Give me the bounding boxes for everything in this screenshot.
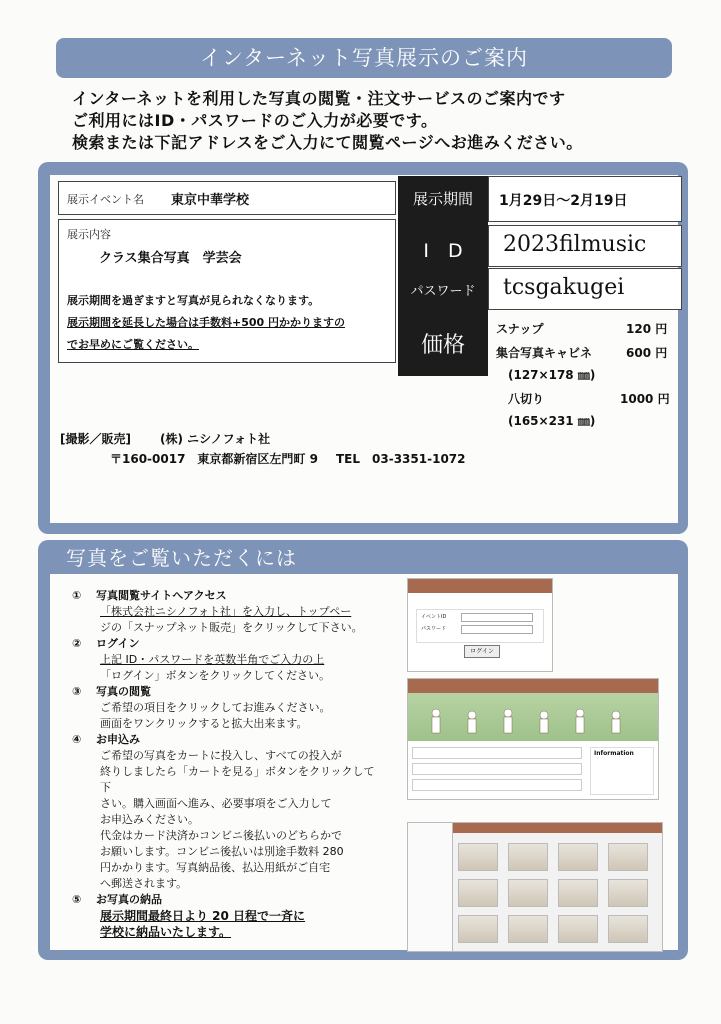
event-banner-photo xyxy=(408,693,658,741)
password-value: tcsgakugei xyxy=(503,275,625,300)
site-header-bar xyxy=(408,679,658,693)
group-label: 集合写真キャビネ xyxy=(496,346,593,360)
vendor-address: 〒160-0017 東京都新宿区左門町 9 xyxy=(110,452,318,466)
step-5-number: ⑤ xyxy=(72,893,82,906)
step-2 xyxy=(72,636,382,684)
step-5-line-1: 展示期間最終日より 20 日程で一斉に xyxy=(100,909,306,923)
photo-thumbnail[interactable] xyxy=(608,843,648,871)
intro-line-3: 検索または下記アドレスをご入力にて閲覧ページへお進みください。 xyxy=(72,133,583,152)
step-3-number: ③ xyxy=(72,685,82,698)
step-4 xyxy=(72,732,382,892)
intro-line-1: インターネットを利用した写真の閲覧・注文サービスのご案内です xyxy=(72,89,566,108)
step-1-heading: 写真閲覧サイトへアクセス xyxy=(96,589,227,602)
menu-row[interactable] xyxy=(412,747,582,759)
extension-note-cont: でお早めにご覧ください。 xyxy=(67,338,199,351)
step-4-number: ④ xyxy=(72,733,82,746)
photo-thumbnail[interactable] xyxy=(458,843,498,871)
event-content-label: 展示内容 xyxy=(67,228,111,241)
period-cell xyxy=(488,176,682,222)
login-screenshot xyxy=(407,578,553,672)
step-4-heading: お申込み xyxy=(96,733,140,746)
event-content-box xyxy=(58,219,396,363)
step-1-number: ① xyxy=(72,589,82,602)
step-4-line-1: ご希望の写真をカートに投入し、すべての投入が xyxy=(100,749,342,762)
step-3-line-2: 画面をワンクリックすると拡大出来ます。 xyxy=(100,717,308,730)
event-name-label: 展示イベント名 xyxy=(67,193,144,206)
eight-price: 1000 円 xyxy=(620,392,670,406)
intro-line-2: ご利用にはID・パスワードのご入力が必要です。 xyxy=(72,111,438,130)
site-header-bar xyxy=(452,823,662,833)
photo-thumbnail[interactable] xyxy=(508,879,548,907)
photo-thumbnail[interactable] xyxy=(608,879,648,907)
step-3 xyxy=(72,684,382,732)
step-1 xyxy=(72,588,382,636)
password-cell xyxy=(488,268,682,310)
login-button[interactable]: ログイン xyxy=(464,645,500,658)
step-5-line-2: 学校に納品いたします。 xyxy=(100,925,232,939)
password-field-label: パスワード xyxy=(421,626,447,632)
step-4-line-5: 代金はカード決済かコンビニ後払いのどちらかで xyxy=(100,829,342,842)
photo-thumbnail[interactable] xyxy=(558,915,598,943)
photo-thumbnail[interactable] xyxy=(508,843,548,871)
photo-thumbnail[interactable] xyxy=(558,879,598,907)
price-label: 価格 xyxy=(420,333,465,358)
step-4-line-3: さい。購入画面へ進み、必要事項をご入力して xyxy=(100,797,332,810)
howto-steps xyxy=(72,588,382,940)
expiry-note: 展示期間を過ぎますと写真が見られなくなります。 xyxy=(67,294,320,307)
id-value: 2023filmusic xyxy=(503,232,647,257)
photo-grid-screenshot xyxy=(451,822,663,952)
step-4-line-4: お申込みください。 xyxy=(100,813,199,826)
step-4-line-6: お願いします。コンビニ後払いは別途手数料 280 xyxy=(100,845,344,858)
step-2-heading: ログイン xyxy=(96,637,140,650)
event-content: クラス集合写真 学芸会 xyxy=(99,251,242,266)
event-id-input[interactable] xyxy=(461,613,533,622)
event-name-box xyxy=(58,181,396,215)
menu-table xyxy=(412,747,582,793)
step-5-heading: お写真の納品 xyxy=(96,893,162,906)
step-1-line-2: ジの「スナップネット販売」をクリックして下さい。 xyxy=(100,621,363,634)
vendor-company: (株) ニシノフォト社 xyxy=(160,432,271,446)
side-menu-screenshot xyxy=(407,822,453,952)
information-box xyxy=(590,747,654,795)
photo-thumbnail[interactable] xyxy=(458,915,498,943)
step-5 xyxy=(72,892,382,940)
howto-title: 写真をご覧いただくには xyxy=(66,546,297,570)
intro-text xyxy=(72,88,692,154)
snap-price: 120 円 xyxy=(626,322,668,336)
id-label: I D xyxy=(423,240,463,262)
eight-label: 八切り xyxy=(508,392,545,406)
password-input[interactable] xyxy=(461,625,533,634)
menu-row[interactable] xyxy=(412,763,582,775)
snap-label: スナップ xyxy=(496,322,544,336)
eight-size: (165×231 ㎜) xyxy=(508,414,596,428)
photo-thumbnail[interactable] xyxy=(558,843,598,871)
step-3-line-1: ご希望の項目をクリックしてお進みください。 xyxy=(100,701,331,714)
step-4-line-2: 終りしましたら「カートを見る」ボタンをクリックして下 xyxy=(100,765,375,794)
site-header-bar xyxy=(408,579,552,593)
id-cell xyxy=(488,225,682,267)
login-form xyxy=(416,609,544,643)
period-label: 展示期間 xyxy=(412,190,473,208)
step-1-line-1: 「株式会社ニシノフォト社」を入力し、トップペー xyxy=(100,605,352,618)
information-heading: Information xyxy=(594,750,634,757)
step-3-heading: 写真の閲覧 xyxy=(96,685,151,698)
step-2-line-2: 「ログイン」ボタンをクリックしてください。 xyxy=(100,669,331,682)
step-2-line-1: 上記 ID・パスワードを英数半角でご入力の上 xyxy=(100,653,325,666)
page-title: インターネット写真展示のご案内 xyxy=(56,38,672,78)
extension-note: 展示期間を延長した場合は手数料+500 円かかりますの xyxy=(67,316,346,329)
label-column xyxy=(398,176,488,376)
group-price: 600 円 xyxy=(626,346,668,360)
step-4-line-7: 円かかります。写真納品後、払込用紙がご自宅 xyxy=(100,861,331,874)
children-photo xyxy=(408,693,658,741)
event-name: 東京中華学校 xyxy=(171,193,250,208)
group-size: (127×178 ㎜) xyxy=(508,368,596,382)
period-value: 1月29日〜2月19日 xyxy=(499,193,628,209)
photo-thumbnail[interactable] xyxy=(608,915,648,943)
step-4-line-8: へ郵送されます。 xyxy=(100,877,188,890)
password-label: パスワード xyxy=(410,284,476,299)
photo-thumbnail[interactable] xyxy=(458,879,498,907)
vendor-tel: TEL 03-3351-1072 xyxy=(336,452,466,466)
vendor-role: [撮影／販売] xyxy=(60,432,131,446)
photo-thumbnail[interactable] xyxy=(508,915,548,943)
step-2-number: ② xyxy=(72,637,82,650)
event-field-label: イベントID xyxy=(421,614,447,620)
event-page-screenshot xyxy=(407,678,659,800)
menu-row[interactable] xyxy=(412,779,582,791)
